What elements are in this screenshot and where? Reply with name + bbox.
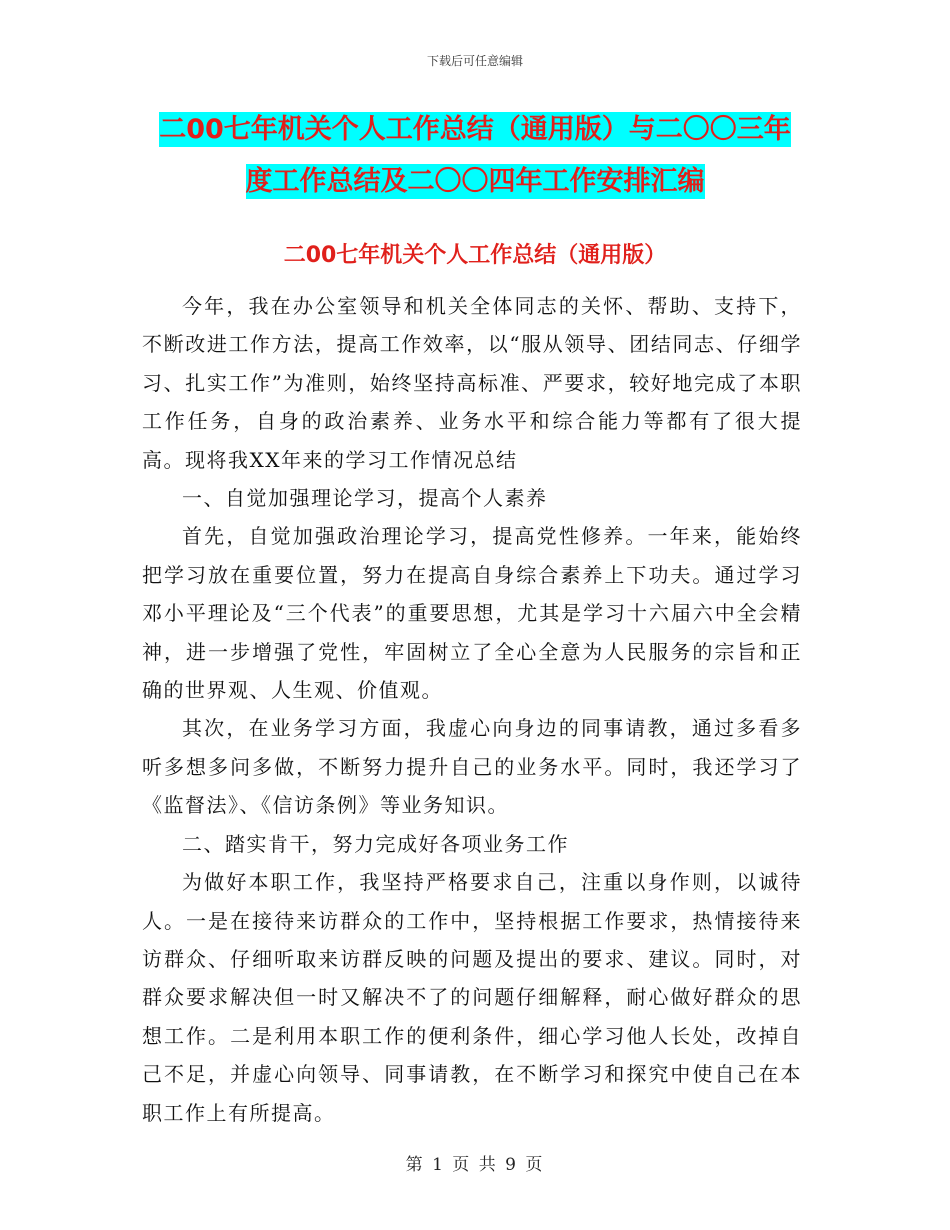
heading-one: 一、自觉加强理论学习，提高个人素养 [182, 486, 548, 511]
document-title-line-1: 二00七年机关个人工作总结（通用版）与二〇〇三年 [159, 114, 791, 145]
page-number: 第 1 页 共 9 页 [405, 1155, 545, 1175]
paragraph-first: 首先，自觉加强政治理论学习，提高党性修养。一年来，能始终把学习放在重要位置，努力在提高自身综合素养上下功夫。通过学习邓小平理论及“三个代表”的重要思想，尤其是学习十六届六中全会精神，进一步增强了党性，牢固树立了全心全意为人民服务的宗旨和正确的世界观、人生观、价值观。 [142, 524, 802, 703]
paragraph-intro: 今年，我在办公室领导和机关全体同志的关怀、帮助、支持下，不断改进工作方法，提高工作效率，以“服从领导、团结同志、仔细学习、扎实工作”为准则，始终坚持高标准、严要求，较好地完成了本职工作任务，自身的政治素养、业务水平和综合能力等都有了很大提高。现将我XX年来的学习工作情况总结 [142, 294, 802, 472]
document-title-line-2: 度工作总结及二〇〇四年工作安排汇编 [245, 166, 705, 197]
heading-two: 二、踏实肯干，努力完成好各项业务工作 [182, 831, 569, 856]
paragraph-second: 其次，在业务学习方面，我虚心向身边的同事请教，通过多看多听多想多问多做，不断努力提升自己的业务水平。同时，我还学习了《监督法》、《信访条例》等业务知识。 [142, 716, 802, 818]
paragraph-work: 为做好本职工作，我坚持严格要求自己，注重以身作则，以诚待人。一是在接待来访群众的工作中，坚持根据工作要求，热情接待来访群众、仔细听取来访群反映的问题及提出的要求、建议。同时，对群众要求解决但一时又解决不了的问题仔细解释，耐心做好群众的思想工作。二是利用本职工作的便利条件，细心学习他人长处，改掉自己不足，并虚心向领导、同事请教，在不断学习和探究中使自己在本职工作上有所提高。 [142, 870, 802, 1125]
section-title: 二00七年机关个人工作总结（通用版） [283, 243, 667, 268]
document-title [120, 104, 830, 208]
page-header-note: 下载后可任意编辑 [426, 54, 523, 68]
document-body [142, 287, 802, 1132]
